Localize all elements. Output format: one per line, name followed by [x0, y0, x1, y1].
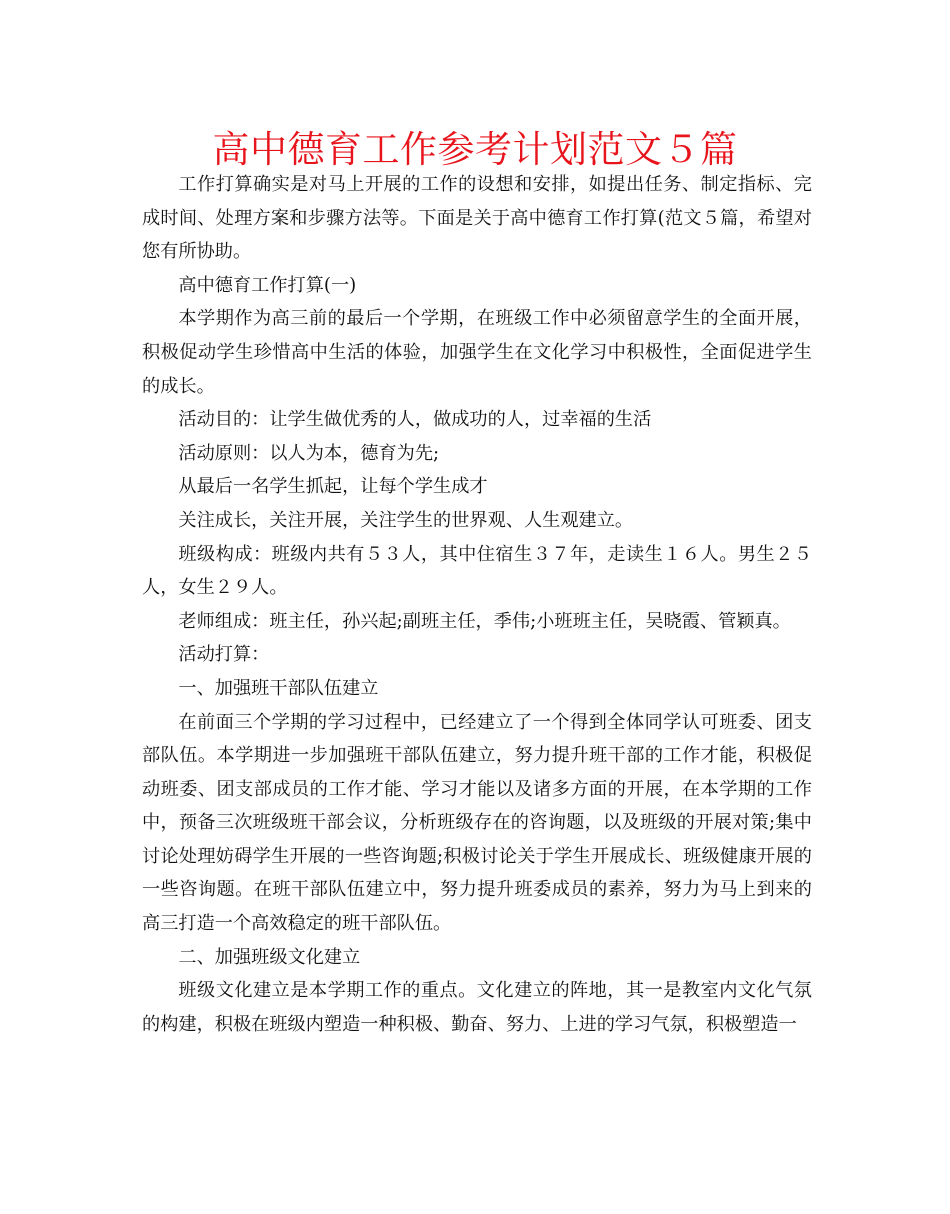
paragraph-cadre: 在前面三个学期的学习过程中，已经建立了一个得到全体同学认可班委、团支部队伍。本学期进一步加强班干部队伍建立，努力提升班干部的工作才能，积极促动班委、团支部成员的工作才能、学习才能以及诸多方面的开展，在本学期的工作中，预备三次班级班干部会议，分析班级存在的咨询题，以及班级的开展对策;集中讨论处理妨碍学生开展的一些咨询题;积极讨论关于学生开展成长、班级健康开展的一些咨询题。在班干部队伍建立中，努力提升班委成员的素养，努力为马上到来的高三打造一个高效稳定的班干部队伍。: [142, 711, 812, 935]
paragraph-semester: 本学期作为高三前的最后一个学期，在班级工作中必须留意学生的全面开展，积极促动学生珍惜高中生活的体验，加强学生在文化学习中积极性，全面促进学生的成长。: [142, 308, 812, 397]
paragraph-activity-plan: 活动打算：: [178, 644, 270, 666]
paragraph-intro: 工作打算确实是对马上开展的工作的设想和安排，如提出任务、制定指标、完成时间、处理方案和步骤方法等。下面是关于高中德育工作打算(范文５篇，希望对您有所协助。: [142, 174, 812, 263]
document-body: [142, 168, 812, 1041]
paragraph-activity-goal: 活动目的：让学生做优秀的人，做成功的人，过幸福的生活: [178, 409, 652, 431]
paragraph-activity-principle: 活动原则：以人为本，德育为先;: [178, 442, 440, 464]
paragraph-focus-growth: 关注成长，关注开展，关注学生的世界观、人生观建立。: [178, 509, 634, 531]
paragraph-every-student: 从最后一名学生抓起，让每个学生成才: [178, 476, 488, 498]
paragraph-class-composition: 班级构成：班级内共有５３人，其中住宿生３７年，走读生１６人。男生２５人，女生２９人。: [142, 543, 812, 599]
section-heading-cadre: 一、加强班干部队伍建立: [178, 677, 379, 699]
document-title: 高中德育工作参考计划范文５篇: [212, 128, 738, 171]
section-heading-plan-1: 高中德育工作打算(一): [178, 274, 357, 296]
section-heading-culture: 二、加强班级文化建立: [178, 946, 361, 968]
paragraph-teacher-composition: 老师组成：班主任，孙兴起;副班主任，季伟;小班班主任，吴晓霞、管颖真。: [178, 610, 791, 632]
paragraph-culture: 班级文化建立是本学期工作的重点。文化建立的阵地，其一是教室内文化气氛的构建，积极在班级内塑造一种积极、勤奋、努力、上进的学习气氛，积极塑造一: [142, 980, 812, 1035]
